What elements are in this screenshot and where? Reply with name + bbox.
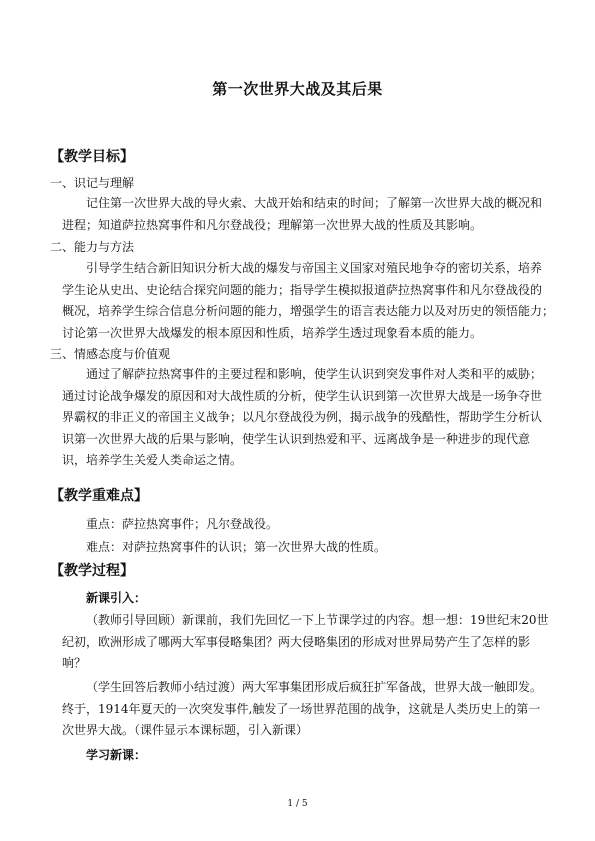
goals-item3-title: 三、情感态度与价值观 <box>50 347 171 361</box>
difficulty-line: 难点：对萨拉热窝事件的认识；第一次世界大战的性质。 <box>86 540 387 554</box>
key-points-heading: 【教学重难点】 <box>50 488 148 504</box>
focus-line: 重点：萨拉热窝事件；凡尔登战役。 <box>86 517 279 531</box>
goals-item1-paragraph: 记住第一次世界大战的导火索、大战开始和结束的时间；了解第一次世界大战的概况和进程；知道萨拉热窝事件和凡尔登战役；理解第一次世界大战的性质及其影响。 <box>62 196 543 232</box>
process-heading: 【教学过程】 <box>50 563 134 579</box>
intro-p1-text: （教师引导回顾）新课前，我们先回忆一下上节课学过的内容。想一想：19世纪末20世纪初，欧洲形成了哪两大军事侵略集团？两大侵略集团的形成对世界局势产生了怎样的影响？ <box>62 613 549 670</box>
intro-label: 新课引入： <box>86 591 147 605</box>
goals-item3-text <box>62 364 552 472</box>
page-title: 第一次世界大战及其后果 <box>212 80 383 98</box>
goals-heading: 【教学目标】 <box>50 149 134 165</box>
intro-paragraph-1 <box>62 610 552 675</box>
goals-item2-text <box>62 258 573 344</box>
new-lesson-label: 学习新课： <box>86 748 147 762</box>
goals-item2-paragraph: 引导学生结合新旧知识分析大战的爆发与帝国主义国家对殖民地争夺的密切关系，培养学生论从史出、史论结合探究问题的能力；指导学生模拟报道萨拉热窝事件和凡尔登战役的概况，培养学生综合信息分析问题的能力，增强学生的语言表达能力以及对历史的领悟能力； 讨论第一次世界大战爆发的根本原因和性质，培养学生透过现象看本质的能力。 <box>62 261 573 340</box>
intro-paragraph-2 <box>62 677 552 742</box>
goals-item3-paragraph: 通过了解萨拉热窝事件的主要过程和影响，使学生认识到突发事件对人类和平的威胁；通过讨论战争爆发的原因和对大战性质的分析，使学生认识到第一次世界大战是一场争夺世界霸权的非正义的帝国主义战争；以凡尔登战役为例，揭示战争的残酷性，帮助学生分析认识第一次世界大战的后果与影响，使学生认识到热爱和平、远离战争是一种进步的现代意识，培养学生关爱人类命运之情。 <box>62 367 543 467</box>
page-number: 1 / 5 <box>287 799 308 809</box>
intro-p2-text: （学生回答后教师小结过渡）两大军事集团形成后疯狂扩军备战，世界大战一触即发。终于，1914年夏天的一次突发事件,触发了一场世界范围的战争，这就是人类历史上的第一次世界大战。（课件显示本课标题，引入新课） <box>62 680 543 737</box>
goals-item1-text <box>62 193 552 236</box>
goals-item1-title: 一、识记与理解 <box>50 176 135 190</box>
goals-item2-title: 二、能力与方法 <box>50 240 135 254</box>
